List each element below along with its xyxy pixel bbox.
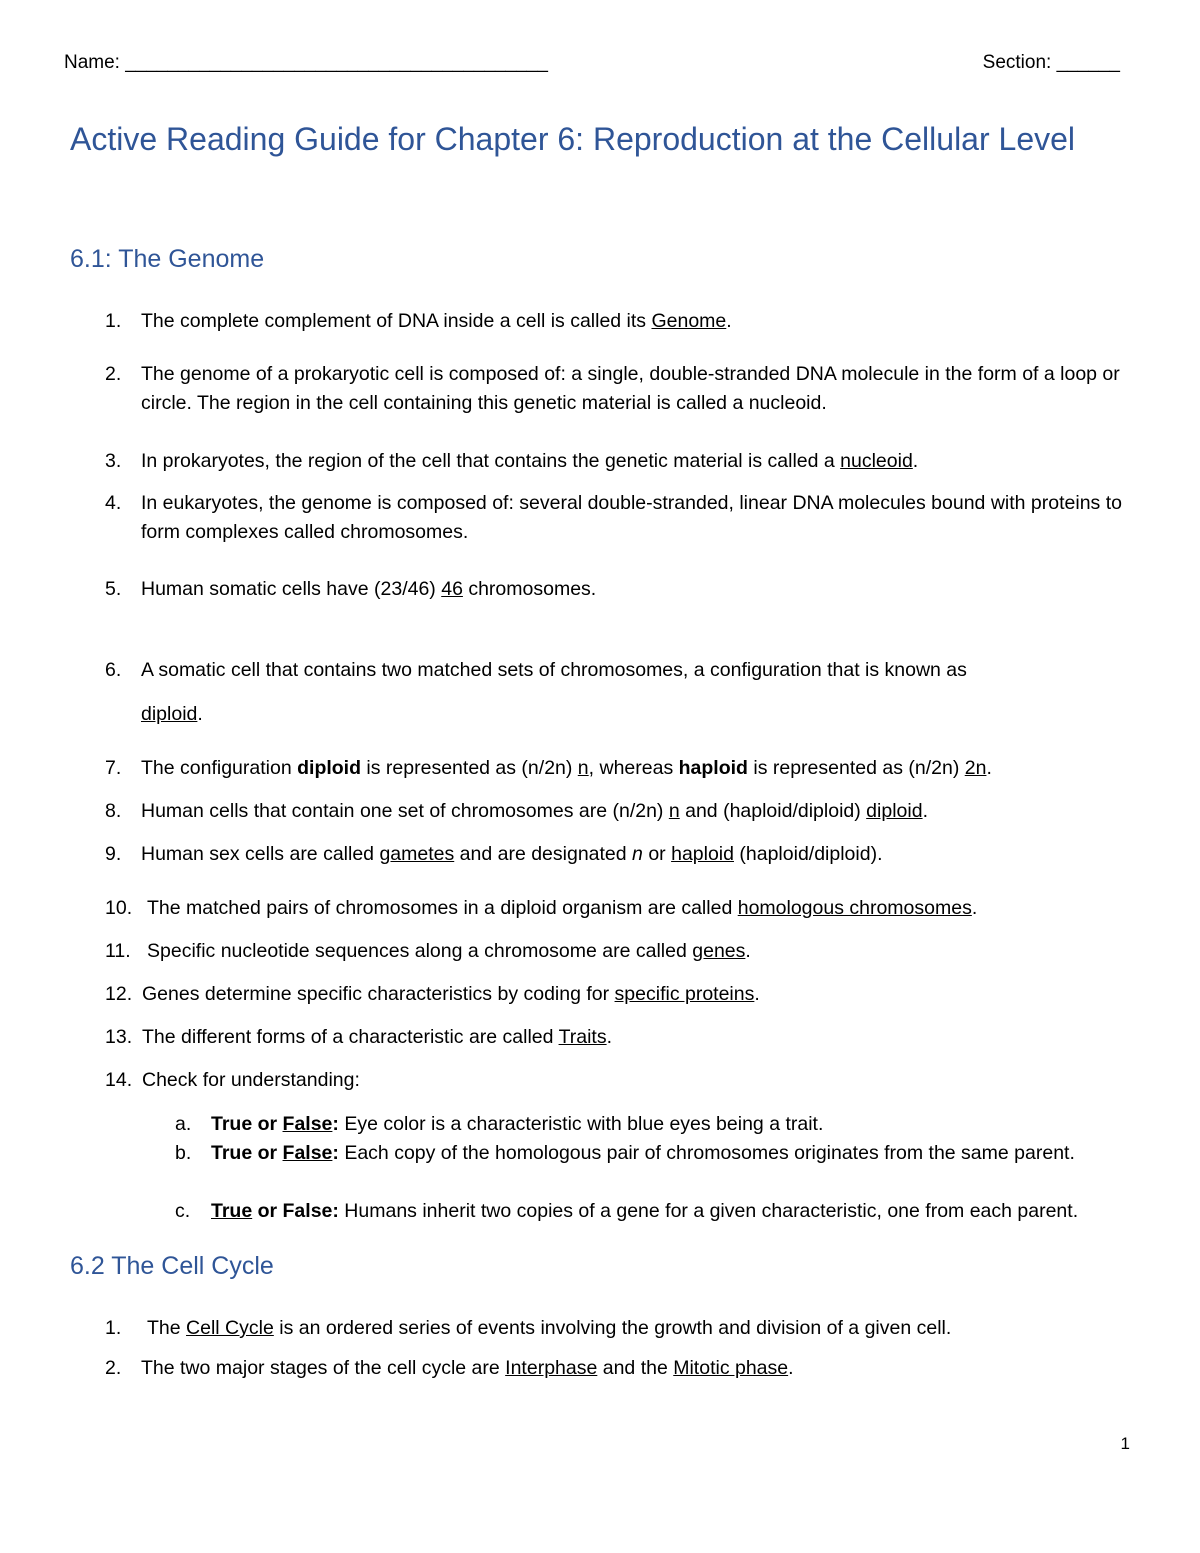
- item-number: 1.: [105, 310, 122, 332]
- section-heading-cell-cycle: 6.2 The Cell Cycle: [70, 1252, 274, 1280]
- item-number: 9.: [105, 843, 122, 865]
- item-letter: a.: [175, 1113, 192, 1135]
- list-item: 4. In eukaryotes, the genome is composed of: several double-stranded, linear DNA molecules bound with proteins to form complexes called chromosomes.: [105, 489, 1135, 547]
- item-letter: b.: [175, 1142, 192, 1164]
- answer: False: [282, 1113, 333, 1135]
- list-item: 1. The complete complement of DNA inside a cell is called its Genome.: [105, 307, 1135, 336]
- answer: n: [668, 800, 680, 822]
- list-item: 12. Genes determine specific characteristics by coding for specific proteins.: [105, 980, 1135, 1009]
- page-number: 1: [1120, 1434, 1130, 1453]
- list-item: 8. Human cells that contain one set of chromosomes are (n/2n) n and (haploid/diploid) diploid.: [105, 797, 1135, 826]
- item-number: 14.: [105, 1069, 133, 1091]
- answer: Interphase: [505, 1357, 598, 1379]
- answer: n: [577, 757, 589, 779]
- item-number: 11.: [105, 940, 131, 962]
- item-letter: c.: [175, 1200, 191, 1222]
- list-item: 9. Human sex cells are called gametes and are designated n or haploid (haploid/diploid).: [105, 840, 1135, 869]
- section-heading-genome: 6.1: The Genome: [70, 245, 265, 273]
- list-item: 10. The matched pairs of chromosomes in a diploid organism are called homologous chromosomes.: [105, 894, 1135, 923]
- item-number: 4.: [105, 492, 122, 514]
- answer: specific proteins: [614, 983, 755, 1005]
- answer: False: [282, 1142, 333, 1164]
- section-field-label: Section: ______: [982, 52, 1120, 73]
- answer: 46: [441, 578, 463, 600]
- answer: Traits: [558, 1026, 607, 1048]
- answer: True: [211, 1200, 253, 1222]
- answer: Cell Cycle: [186, 1317, 274, 1339]
- item-number: 8.: [105, 800, 122, 822]
- list-item: 5. Human somatic cells have (23/46) 46 chromosomes.: [105, 575, 1135, 604]
- item-number: 3.: [105, 450, 122, 472]
- list-item: 1. The Cell Cycle is an ordered series of events involving the growth and division of a given cell.: [105, 1314, 1135, 1343]
- answer: nucleoid: [840, 450, 913, 472]
- list-item: 14. Check for understanding:: [105, 1066, 1135, 1095]
- item-number: 6.: [105, 659, 122, 681]
- check-item: a. True or False: Eye color is a characteristic with blue eyes being a trait.: [175, 1110, 1095, 1139]
- list-item: 11. Specific nucleotide sequences along a chromosome are called genes.: [105, 937, 1135, 966]
- answer: Genome: [651, 310, 727, 332]
- answer: Mitotic phase: [673, 1357, 789, 1379]
- list-item: 2. The genome of a prokaryotic cell is composed of: a single, double-stranded DNA molecule in the form of a loop or circle. The region in the cell containing this genetic material is called a nucleoid.: [105, 360, 1135, 418]
- item-number: 2.: [105, 363, 122, 385]
- item-number: 12.: [105, 983, 133, 1005]
- item-number: 2.: [105, 1357, 122, 1379]
- list-item: 7. The configuration diploid is represented as (n/2n) n, whereas haploid is represented as (n/2n) 2n.: [105, 754, 1135, 783]
- answer: haploid: [671, 843, 734, 865]
- answer: diploid: [866, 800, 923, 822]
- name-field-label: Name: ________________________________________: [64, 52, 548, 73]
- list-item: 13. The different forms of a characteristic are called Traits.: [105, 1023, 1135, 1052]
- item-number: 13.: [105, 1026, 133, 1048]
- answer: gametes: [379, 843, 455, 865]
- answer: genes: [692, 940, 746, 962]
- item-number: 5.: [105, 578, 122, 600]
- list-item: 3. In prokaryotes, the region of the cell that contains the genetic material is called a nucleoid.: [105, 447, 1135, 476]
- item-number: 1.: [105, 1317, 122, 1339]
- check-item: b. True or False: Each copy of the homologous pair of chromosomes originates from the same parent.: [175, 1139, 1095, 1168]
- answer: homologous chromosomes: [737, 897, 972, 919]
- list-item: 6. A somatic cell that contains two matched sets of chromosomes, a configuration that is known as diploid.: [105, 656, 1135, 729]
- item-number: 10.: [105, 897, 133, 919]
- check-item: c. True or False: Humans inherit two copies of a gene for a given characteristic, one from each parent.: [175, 1197, 1095, 1226]
- answer: 2n: [964, 757, 987, 779]
- document-title: Active Reading Guide for Chapter 6: Reproduction at the Cellular Level: [70, 121, 1076, 157]
- answer: diploid: [141, 703, 198, 725]
- item-number: 7.: [105, 757, 122, 779]
- list-item: 2. The two major stages of the cell cycle are Interphase and the Mitotic phase.: [105, 1354, 1135, 1383]
